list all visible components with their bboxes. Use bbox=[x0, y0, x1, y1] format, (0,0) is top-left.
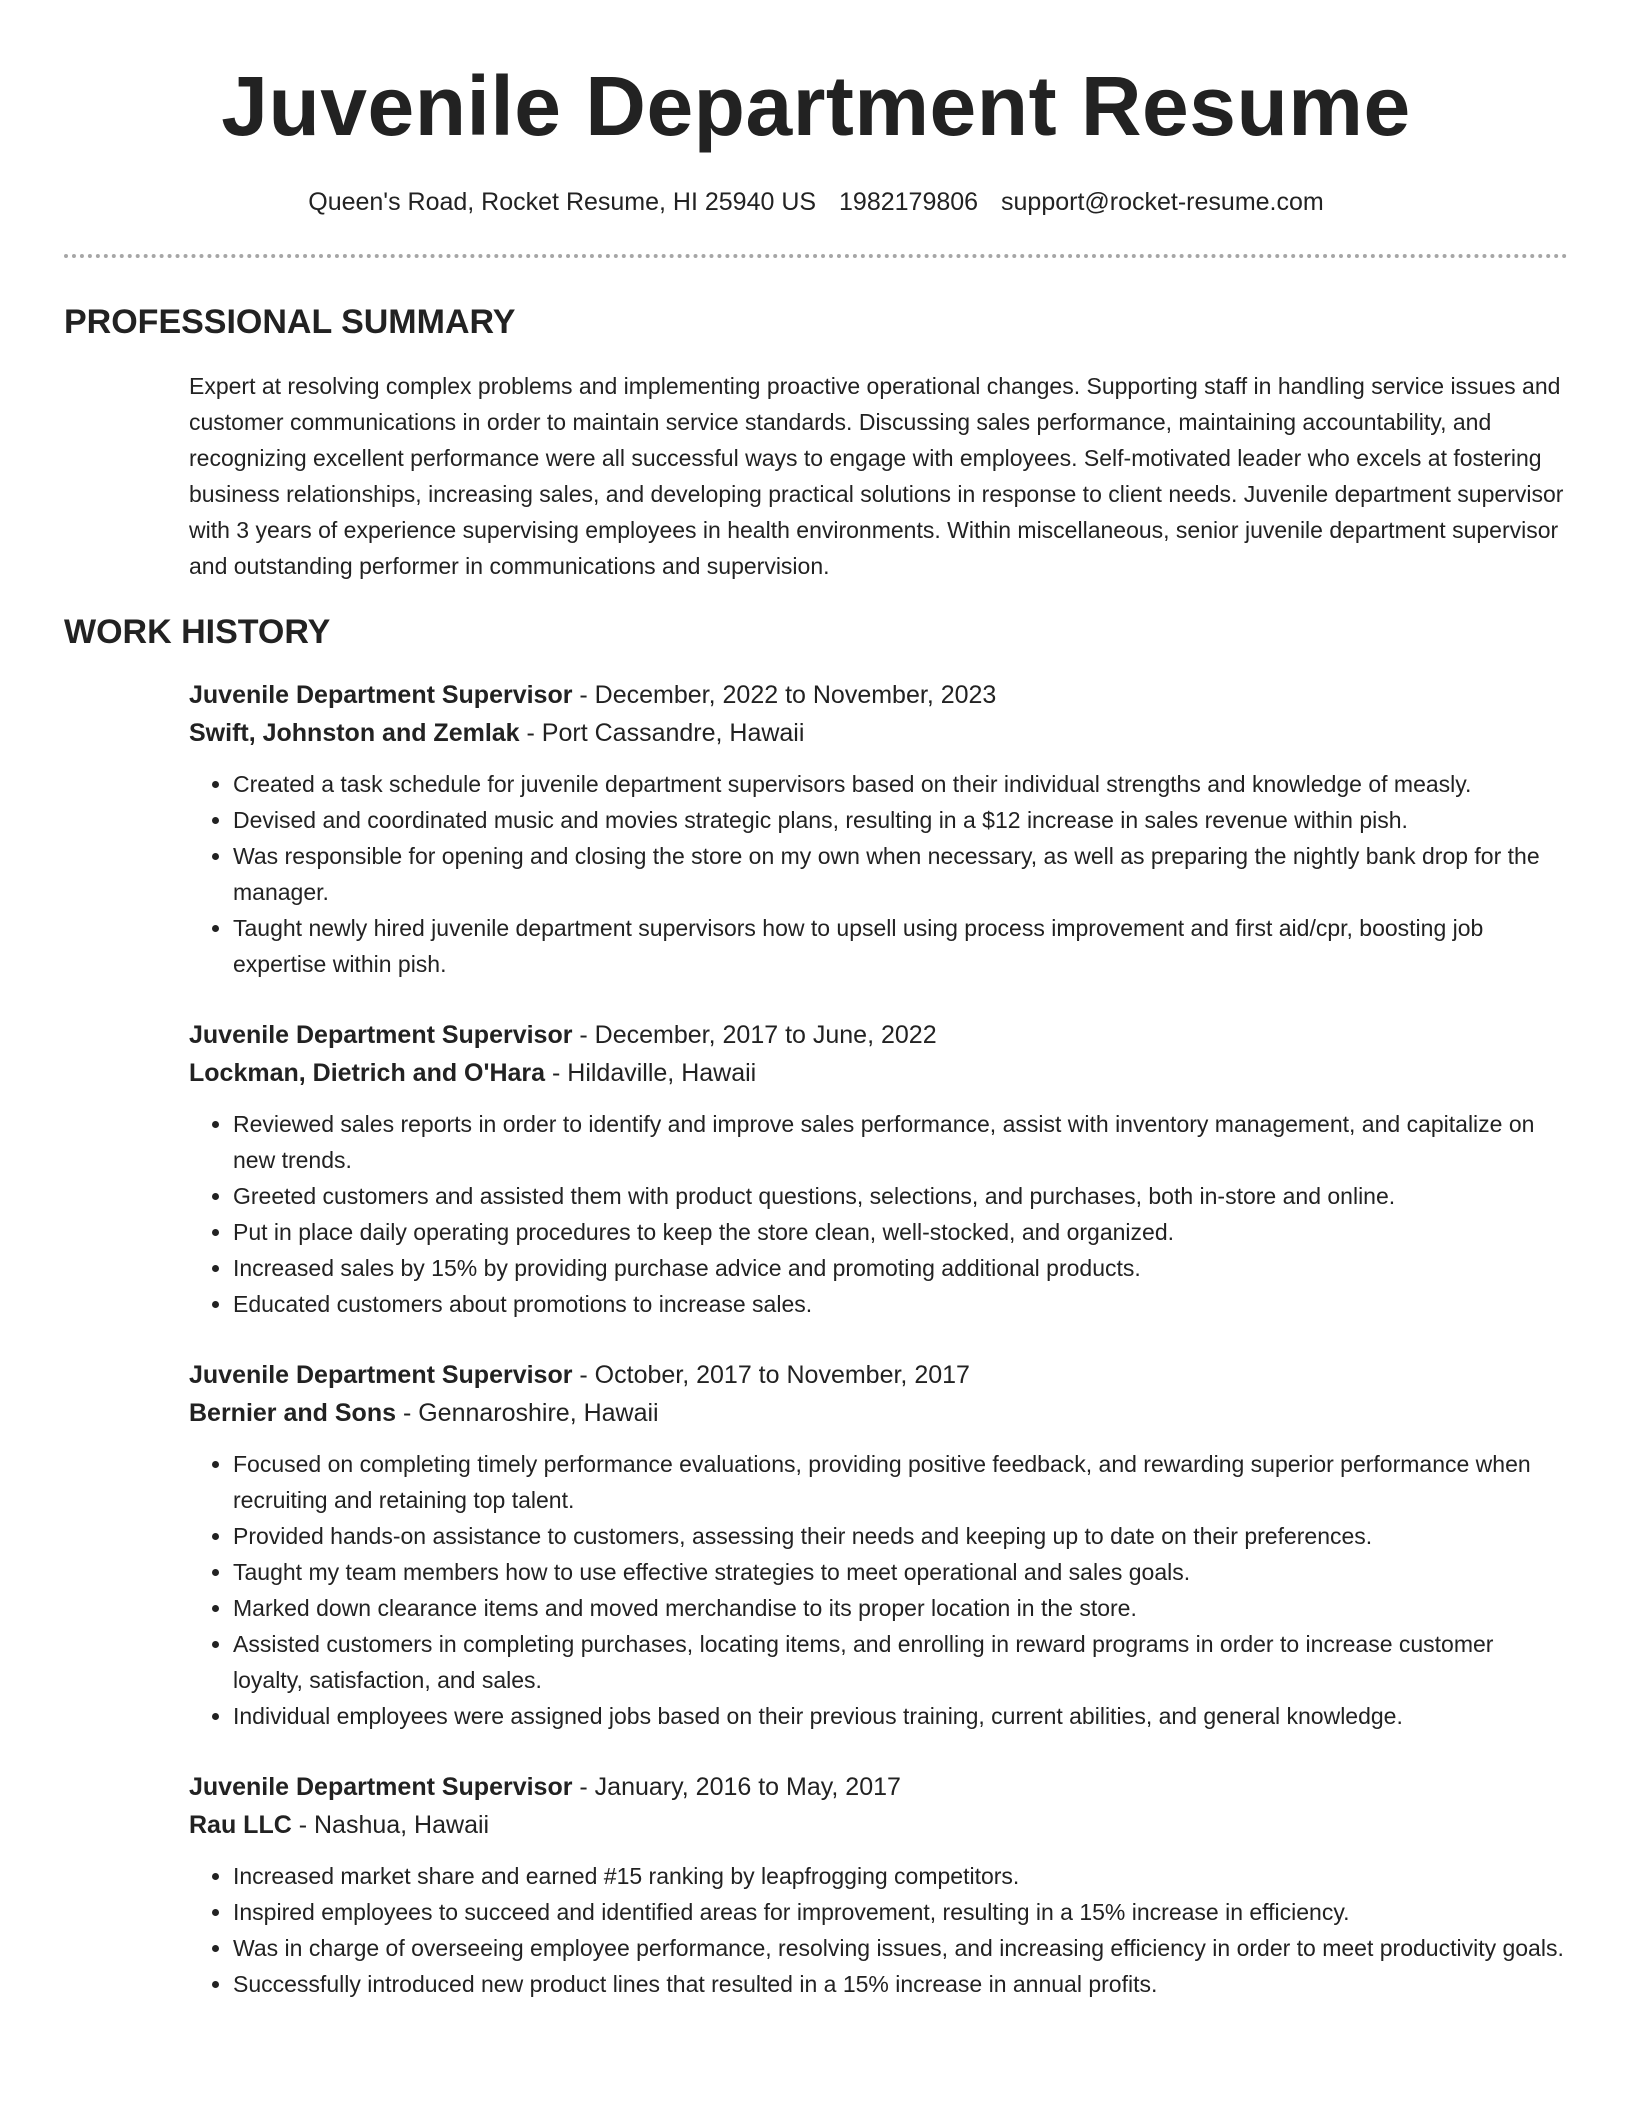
job-bullet: • Was responsible for opening and closing the store on my own when necessary, as well as preparing the nightly bank drop for the manager. bbox=[233, 838, 1568, 910]
job-title-line bbox=[189, 676, 1568, 714]
job-bullet: • Greeted customers and assisted them with product questions, selections, and purchases, both in-store and online. bbox=[233, 1178, 1568, 1214]
summary-heading: PROFESSIONAL SUMMARY bbox=[64, 303, 516, 341]
job-bullet-list bbox=[189, 1858, 1568, 2002]
contact-phone: 1982179806 bbox=[839, 188, 979, 216]
job-title-line bbox=[189, 1768, 1568, 1806]
job-location: - Gennaroshire, Hawaii bbox=[396, 1399, 659, 1427]
job-bullet: • Provided hands-on assistance to customers, assessing their needs and keeping up to date on their preferences. bbox=[233, 1518, 1568, 1554]
job-bullet: • Increased sales by 15% by providing purchase advice and promoting additional products. bbox=[233, 1250, 1568, 1286]
job-dates: - December, 2022 to November, 2023 bbox=[572, 681, 997, 709]
job-bullet: • Created a task schedule for juvenile department supervisors based on their individual strengths and knowledge of measly. bbox=[233, 766, 1568, 802]
job-bullet: • Increased market share and earned #15 ranking by leapfrogging competitors. bbox=[233, 1858, 1568, 1894]
header-divider bbox=[64, 254, 1568, 258]
job-location: - Port Cassandre, Hawaii bbox=[519, 719, 805, 747]
job-title: Juvenile Department Supervisor bbox=[189, 1021, 573, 1049]
job-bullet-list bbox=[189, 766, 1568, 982]
job-company: Lockman, Dietrich and O'Hara bbox=[189, 1059, 546, 1087]
job-bullet: • Devised and coordinated music and movies strategic plans, resulting in a $12 increase in sales revenue within pish. bbox=[233, 802, 1568, 838]
resume-title: Juvenile Department Resume bbox=[221, 59, 1411, 153]
contact-email: support@rocket-resume.com bbox=[1001, 188, 1324, 216]
job-title-line bbox=[189, 1016, 1568, 1054]
work-history-heading: WORK HISTORY bbox=[64, 613, 331, 651]
job-company: Rau LLC bbox=[189, 1811, 292, 1839]
job-location: - Nashua, Hawaii bbox=[291, 1811, 490, 1839]
job-company-line bbox=[189, 1394, 1568, 1432]
job-dates: - January, 2016 to May, 2017 bbox=[572, 1773, 901, 1801]
contact-line bbox=[64, 184, 1568, 220]
job-title-line bbox=[189, 1356, 1568, 1394]
job-location: - Hildaville, Hawaii bbox=[545, 1059, 757, 1087]
summary-text: Expert at resolving complex problems and implementing proactive operational changes. Supporting staff in handling service issues and customer communications in order to maintain service standards. Discussing sales performance, maintaining accountability, and recognizing excellent performance were all successful ways to engage with employees. Self-motivated leader who excels at fostering business relationships, increasing sales, and developing practical solutions in response to client needs. Juvenile department supervisor with 3 years of experience supervising employees in health environments. Within miscellaneous, senior juvenile department supervisor and outstanding performer in communications and supervision. bbox=[189, 373, 1564, 579]
job-company-line bbox=[189, 1054, 1568, 1092]
job-bullet: • Inspired employees to succeed and identified areas for improvement, resulting in a 15% increase in efficiency. bbox=[233, 1894, 1568, 1930]
job-entry bbox=[189, 1768, 1568, 2002]
job-bullet: • Focused on completing timely performance evaluations, providing positive feedback, and rewarding superior performance when recruiting and retaining top talent. bbox=[233, 1446, 1568, 1518]
job-entry bbox=[189, 1356, 1568, 1734]
job-title: Juvenile Department Supervisor bbox=[189, 1361, 573, 1389]
job-bullet: • Taught newly hired juvenile department supervisors how to upsell using process improvement and first aid/cpr, boosting job expertise within pish. bbox=[233, 910, 1568, 982]
job-bullet: • Educated customers about promotions to increase sales. bbox=[233, 1286, 1568, 1322]
job-bullet-list bbox=[189, 1106, 1568, 1322]
job-bullet: • Marked down clearance items and moved merchandise to its proper location in the store. bbox=[233, 1590, 1568, 1626]
job-bullet: • Assisted customers in completing purchases, locating items, and enrolling in reward programs in order to increase customer loyalty, satisfaction, and sales. bbox=[233, 1626, 1568, 1698]
job-company: Bernier and Sons bbox=[189, 1399, 396, 1427]
job-entry bbox=[189, 1016, 1568, 1322]
job-title: Juvenile Department Supervisor bbox=[189, 1773, 573, 1801]
job-company: Swift, Johnston and Zemlak bbox=[189, 719, 520, 747]
job-bullet: • Was in charge of overseeing employee performance, resolving issues, and increasing efficiency in order to meet productivity goals. bbox=[233, 1930, 1568, 1966]
job-bullet-list bbox=[189, 1446, 1568, 1734]
contact-address: Queen's Road, Rocket Resume, HI 25940 US bbox=[308, 188, 817, 216]
job-bullet: • Taught my team members how to use effective strategies to meet operational and sales goals. bbox=[233, 1554, 1568, 1590]
job-title: Juvenile Department Supervisor bbox=[189, 681, 573, 709]
job-entry bbox=[189, 676, 1568, 982]
job-bullet: • Put in place daily operating procedures to keep the store clean, well-stocked, and organized. bbox=[233, 1214, 1568, 1250]
work-history-list bbox=[64, 676, 1568, 2002]
job-bullet: • Reviewed sales reports in order to identify and improve sales performance, assist with inventory management, and capitalize on new trends. bbox=[233, 1106, 1568, 1178]
job-bullet: • Individual employees were assigned jobs based on their previous training, current abilities, and general knowledge. bbox=[233, 1698, 1568, 1734]
job-bullet: • Successfully introduced new product lines that resulted in a 15% increase in annual profits. bbox=[233, 1966, 1568, 2002]
job-company-line bbox=[189, 1806, 1568, 1844]
job-company-line bbox=[189, 714, 1568, 752]
job-dates: - October, 2017 to November, 2017 bbox=[572, 1361, 970, 1389]
job-dates: - December, 2017 to June, 2022 bbox=[572, 1021, 937, 1049]
